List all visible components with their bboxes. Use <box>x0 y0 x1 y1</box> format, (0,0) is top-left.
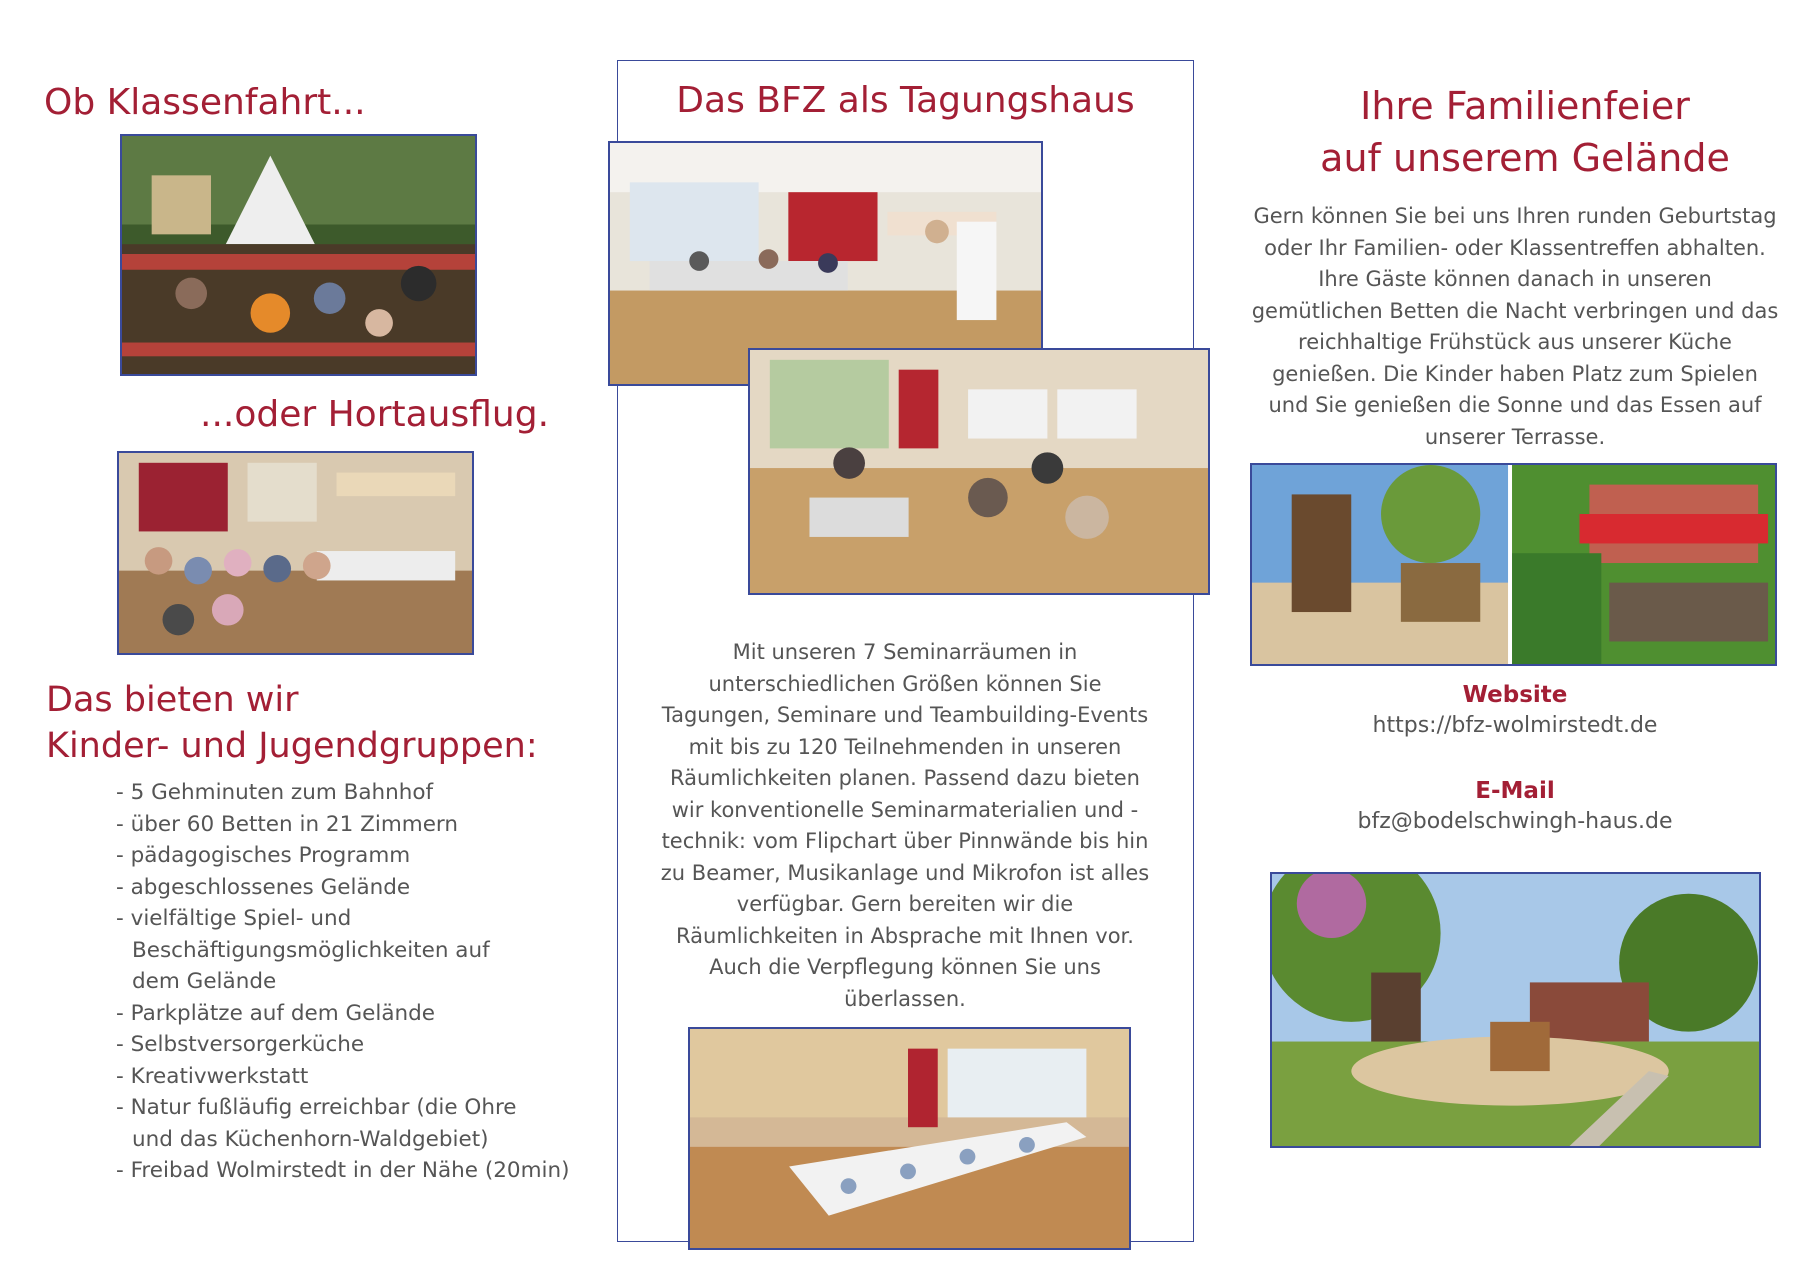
website-label: Website <box>1462 682 1568 708</box>
offers-title <box>46 677 538 769</box>
email-link[interactable]: bfz@bodelschwingh-haus.de <box>1357 809 1673 834</box>
tagungshaus-paragraph: Mit unseren 7 Seminarräumen in unterschiedlichen Größen können Sie Tagungen, Seminare und Teambuilding-Events mit bis zu 120 Teilnehmenden in unseren Räumlichkeiten planen. Passend dazu bieten wir konventionelle Seminarmaterialien und -technik: vom Flipchart über Pinnwände bis hin zu Beamer, Musikanlage und Mikrofon ist alles verfügbar. Gern bereiten wir die Räumlichkeiten in Absprache mit Ihnen vor. Auch die Verpflegung können Sie uns überlassen. <box>660 640 1150 1011</box>
offers-title-line2: Kinder- und Jugendgruppen: <box>46 726 538 766</box>
list-item: - pädagogisches Programm <box>116 840 576 872</box>
heading-familienfeier-line2: auf unserem Gelände <box>1320 136 1730 180</box>
heading-hortausflug: ...oder Hortausflug. <box>200 394 550 435</box>
list-item: - 5 Gehminuten zum Bahnhof <box>116 777 576 809</box>
photo-conference-room-2 <box>748 348 1210 595</box>
list-item: - Selbstversorgerküche <box>116 1029 576 1061</box>
website-link[interactable]: https://bfz-wolmirstedt.de <box>1372 713 1658 738</box>
list-item: - abgeschlossenes Gelände <box>116 872 576 904</box>
list-item: - über 60 Betten in 21 Zimmern <box>116 809 576 841</box>
list-item: - Parkplätze auf dem Gelände <box>116 998 576 1030</box>
photo-garden-playground <box>1270 872 1761 1148</box>
heading-tagungshaus: Das BFZ als Tagungshaus <box>676 80 1135 121</box>
heading-klassenfahrt: Ob Klassenfahrt... <box>44 82 366 123</box>
list-item: - Natur fußläufig erreichbar (die Ohre und das Küchenhorn-Waldgebiet) <box>116 1092 552 1155</box>
photo-banquet-room <box>688 1027 1131 1250</box>
list-item: - vielfältige Spiel- und Beschäftigungsmöglichkeiten auf dem Gelände <box>116 903 512 998</box>
photo-group-seminar-room <box>117 451 474 655</box>
familienfeier-paragraph: Gern können Sie bei uns Ihren runden Geburtstag oder Ihr Familien- oder Klassentreffen abhalten. Ihre Gäste können danach in unseren gemütlichen Betten die Nacht verbringen und das reichhaltige Frühstück aus unserer Küche genießen. Die Kinder haben Platz zum Spielen und Sie genießen die Sonne und das Essen auf unserer Terrasse. <box>1251 204 1779 449</box>
photo-playground-terrace <box>1250 463 1777 666</box>
list-item: - Freibad Wolmirstedt in der Nähe (20min) <box>116 1155 576 1187</box>
photo-campfire-teepee <box>120 134 477 376</box>
list-item: - Kreativwerkstatt <box>116 1061 576 1093</box>
email-label: E-Mail <box>1475 778 1555 804</box>
offers-title-line1: Das bieten wir <box>46 680 299 720</box>
heading-familienfeier <box>1250 80 1800 184</box>
heading-familienfeier-line1: Ihre Familienfeier <box>1360 84 1690 128</box>
offers-list <box>116 777 576 1187</box>
